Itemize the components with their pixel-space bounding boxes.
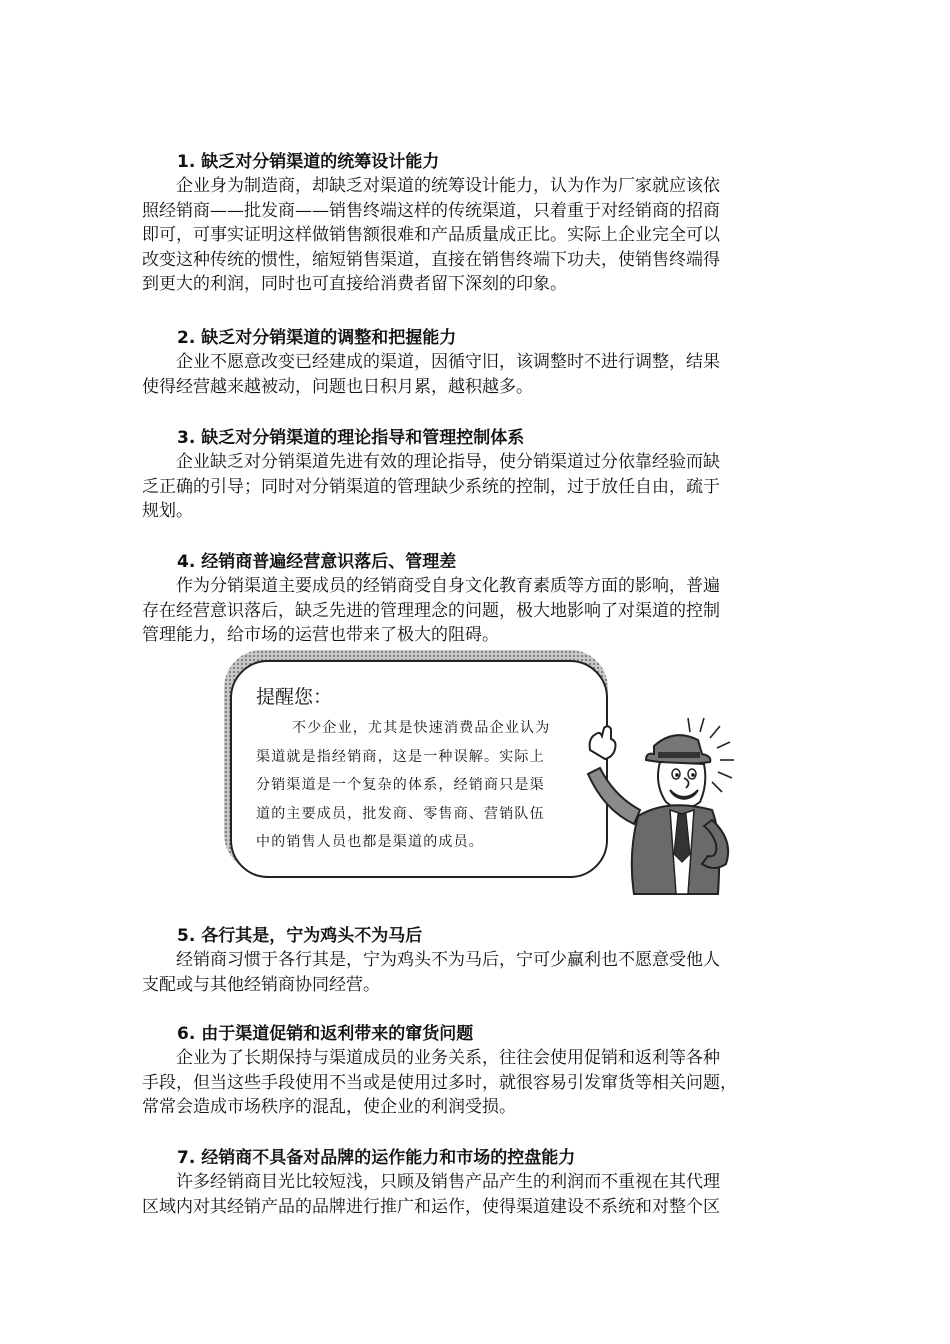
callout-line: 渠道就是指经销商，这是一种误解。实际上 [256,748,545,765]
text-line: 照经销商——批发商——销售终端这样的传统渠道，只着重于对经销商的招商 [142,200,720,221]
callout-line: 中的销售人员也都是渠道的成员。 [256,834,484,850]
section-paragraph [142,174,807,297]
callout-body [256,714,601,857]
section-heading: 5. 各行其是，宁为鸡头不为马后 [177,926,423,946]
text-line: 到更大的利润，同时也可直接给消费者留下深刻的印象。 [142,274,567,294]
cartoon-businessman-illustration [572,710,742,895]
text-line: 许多经销商目光比较短浅，只顾及销售产品产生的利润而不重视在其代理 [176,1172,720,1192]
section-heading: 2. 缺乏对分销渠道的调整和把握能力 [177,328,457,348]
callout-line: 道的主要成员，批发商、零售商、营销队伍 [256,805,545,822]
section-1 [142,150,807,297]
section-paragraph [142,574,807,648]
section-paragraph [142,948,807,997]
text-line: 支配或与其他经销商协同经营。 [142,974,380,995]
text-line: 作为分销渠道主要成员的经销商受自身文化教育素质等方面的影响，普遍 [176,576,720,596]
section-paragraph [142,1046,807,1120]
text-line: 使得经营越来越被动，问题也日积月累，越积越多。 [142,376,533,397]
section-paragraph [142,450,807,524]
text-line: 存在经营意识落后，缺乏先进的管理理念的问题，极大地影响了对渠道的控制 [142,600,720,621]
section-7 [142,1146,807,1219]
section-2 [142,326,807,399]
callout-box [230,660,608,878]
section-paragraph [142,350,807,399]
section-heading: 3. 缺乏对分销渠道的理论指导和管理控制体系 [177,428,525,448]
section-4 [142,550,807,648]
callout-title: 提醒您： [256,686,333,708]
section-heading: 6. 由于渠道促销和返利带来的窜货问题 [177,1024,474,1044]
text-line: 区域内对其经销产品的品牌进行推广和运作，使得渠道建设不系统和对整个区 [142,1196,720,1217]
text-line: 企业缺乏对分销渠道先进有效的理论指导，使分销渠道过分依靠经验而缺 [176,452,720,472]
reminder-callout [222,650,742,895]
text-line: 手段，但当这些手段使用不当或是使用过多时，就很容易引发窜货等相关问题， [142,1072,737,1093]
section-heading: 7. 经销商不具备对品牌的运作能力和市场的控盘能力 [177,1148,576,1168]
text-line: 经销商习惯于各行其是，宁为鸡头不为马后，宁可少赢利也不愿意受他人 [176,950,720,970]
section-heading: 1. 缺乏对分销渠道的统筹设计能力 [177,152,440,172]
section-heading: 4. 经销商普遍经营意识落后、管理差 [177,552,457,572]
section-5 [142,924,807,997]
text-line: 企业不愿意改变已经建成的渠道，因循守旧，该调整时不进行调整，结果 [176,352,720,372]
callout-line: 不少企业，尤其是快速消费品企业认为 [292,720,551,736]
section-paragraph [142,1170,807,1219]
text-line: 改变这种传统的惯性，缩短销售渠道，直接在销售终端下功夫，使销售终端得 [142,249,720,270]
text-line: 企业身为制造商，却缺乏对渠道的统筹设计能力，认为作为厂家就应该依 [176,176,720,196]
callout-line: 分销渠道是一个复杂的体系，经销商只是渠 [256,777,545,793]
section-3 [142,426,807,524]
section-6 [142,1022,807,1120]
text-line: 管理能力，给市场的运营也带来了极大的阻碍。 [142,625,499,645]
text-line: 企业为了长期保持与渠道成员的业务关系，往往会使用促销和返利等各种 [176,1048,720,1068]
text-line: 乏正确的引导；同时对分销渠道的管理缺少系统的控制，过于放任自由，疏于 [142,476,720,497]
text-line: 规划。 [142,501,193,521]
text-line: 常常会造成市场秩序的混乱，使企业的利润受损。 [142,1097,516,1117]
text-line: 即可，可事实证明这样做销售额很难和产品质量成正比。实际上企业完全可以 [142,225,720,245]
